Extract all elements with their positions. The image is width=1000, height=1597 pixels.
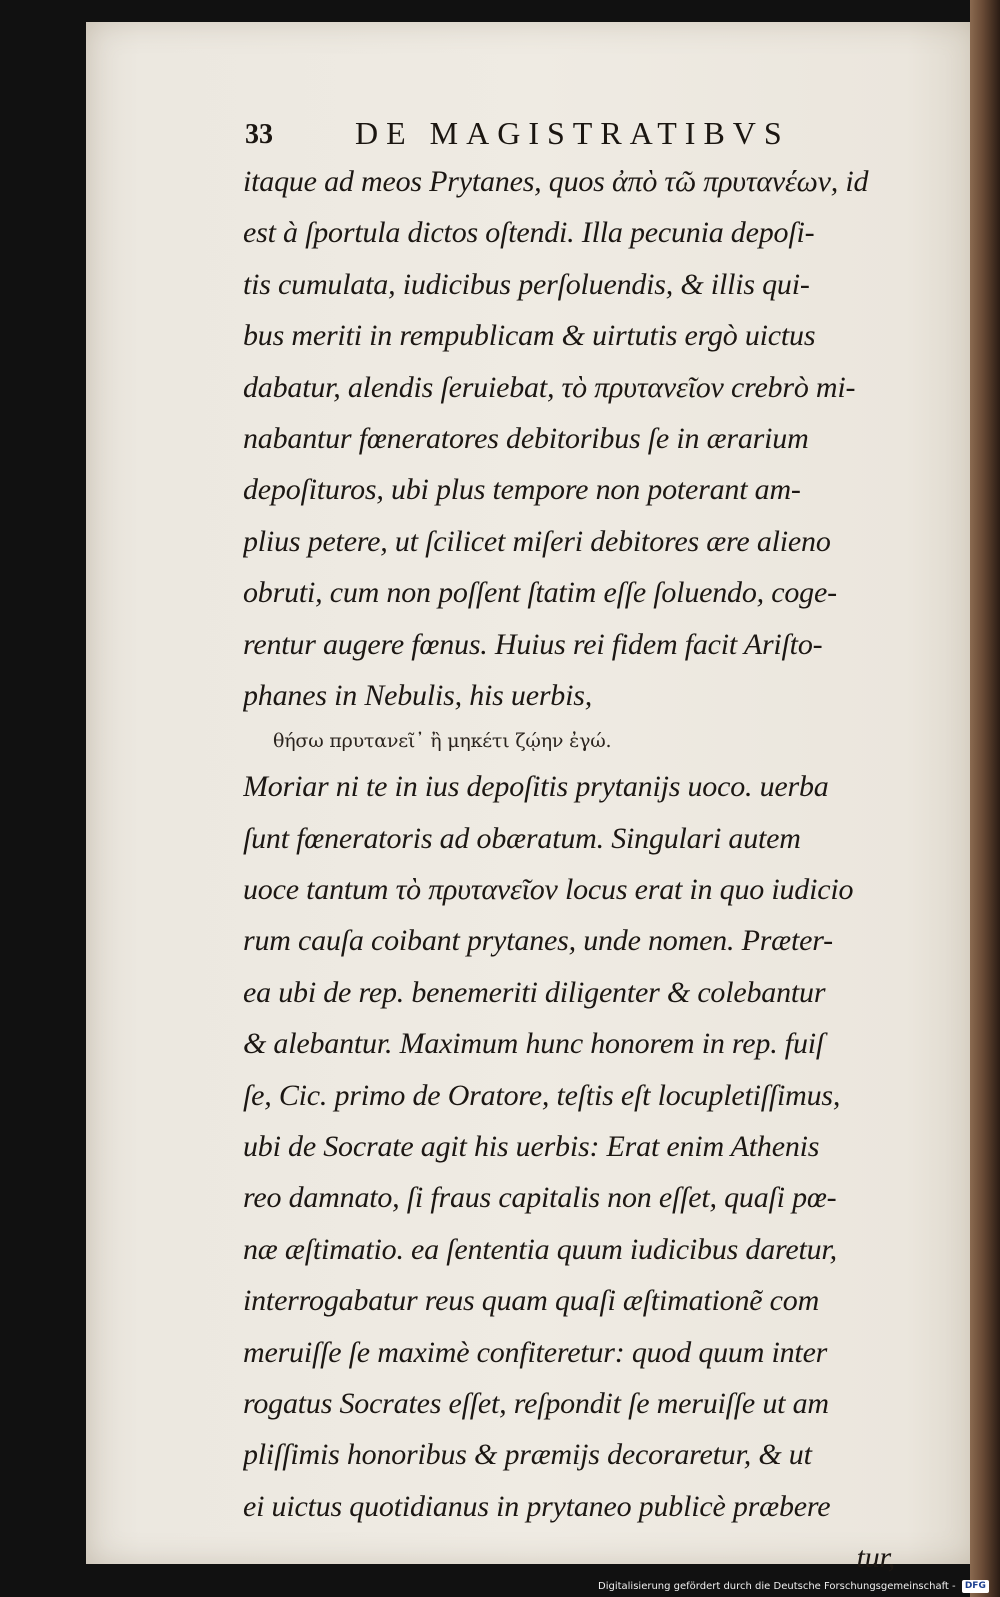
text-line: interrogabatur reus quam quaſi æſtimationẽ com	[243, 1284, 820, 1318]
text-line: itaque ad meos Prytanes, quos ἀπὸ τῶ πρυτανέων, id	[243, 165, 869, 198]
text-line: pliſſimis honoribus & præmijs decoraretur, & ut	[243, 1438, 812, 1472]
text-line: ei uictus quotidianus in prytaneo publicè præbere	[243, 1489, 831, 1523]
greek-quote: θήσω πρυτανεῖ᾽ ἢ μηκέτι ζῴην ἐγώ.	[273, 730, 612, 753]
text-line: ſe, Cic. primo de Oratore, teſtis eſt locupletiſſimus,	[243, 1078, 841, 1112]
text-line: phanes in Nebulis, his uerbis,	[243, 678, 593, 712]
text-line: obruti, cum non poſſent ſtatim eſſe ſoluendo, coge-	[243, 576, 837, 610]
page-edge	[970, 0, 1000, 1597]
text-line: næ æſtimatio. ea ſententia quum iudicibus daretur,	[243, 1232, 837, 1266]
running-title: DE MAGISTRATIBVS	[355, 115, 790, 151]
text-line: rum cauſa coibant prytanes, unde nomen. Præter-	[243, 924, 833, 958]
page-header	[245, 113, 845, 157]
catchword: tur,	[856, 1541, 895, 1575]
text-line: meruiſſe ſe maximè confiteretur: quod quum inter	[243, 1335, 828, 1369]
digitization-footer	[598, 1578, 998, 1595]
text-line: depoſituros, ubi plus tempore non poterant am-	[243, 473, 801, 507]
text-line: ubi de Socrate agit his uerbis: Erat enim Athenis	[243, 1130, 820, 1164]
text-line: Moriar ni te in ius depoſitis prytanijs uoco. uerba	[243, 770, 829, 804]
text-line: rentur augere fœnus. Huius rei fidem facit Ariſto-	[243, 627, 823, 661]
dfg-logo: DFG	[962, 1580, 989, 1593]
text-line: plius petere, ut ſcilicet miſeri debitores ære alieno	[243, 524, 831, 558]
page-number: 33	[245, 119, 273, 150]
text-line: est à ſportula dictos oſtendi. Illa pecunia depoſi-	[243, 216, 815, 250]
text-line: tis cumulata, iudicibus perſoluendis, & illis qui-	[243, 267, 810, 301]
body-text	[243, 156, 915, 1584]
text-line: reo damnato, ſi fraus capitalis non eſſet, quaſi pœ-	[243, 1181, 837, 1215]
text-line: uoce tantum τὸ πρυτανεῖον locus erat in quo iudicio	[243, 873, 854, 907]
text-line: ea ubi de rep. benemeriti diligenter & colebantur	[243, 975, 826, 1009]
text-line: ſunt fœneratoris ad obæratum. Singulari autem	[243, 821, 801, 855]
text-line: nabantur fœneratores debitoribus ſe in ærarium	[243, 421, 809, 455]
text-line: rogatus Socrates eſſet, reſpondit ſe meruiſſe ut am	[243, 1386, 829, 1420]
footer-text: Digitalisierung gefördert durch die Deutsche Forschungsgemeinschaft -	[598, 1581, 956, 1592]
text-line: dabatur, alendis ſeruiebat, τὸ πρυτανεῖον crebrò mi-	[243, 370, 856, 404]
text-line: bus meriti in rempublicam & uirtutis ergò uictus	[243, 319, 816, 353]
text-line: & alebantur. Maximum hunc honorem in rep. fuiſ	[243, 1027, 825, 1061]
